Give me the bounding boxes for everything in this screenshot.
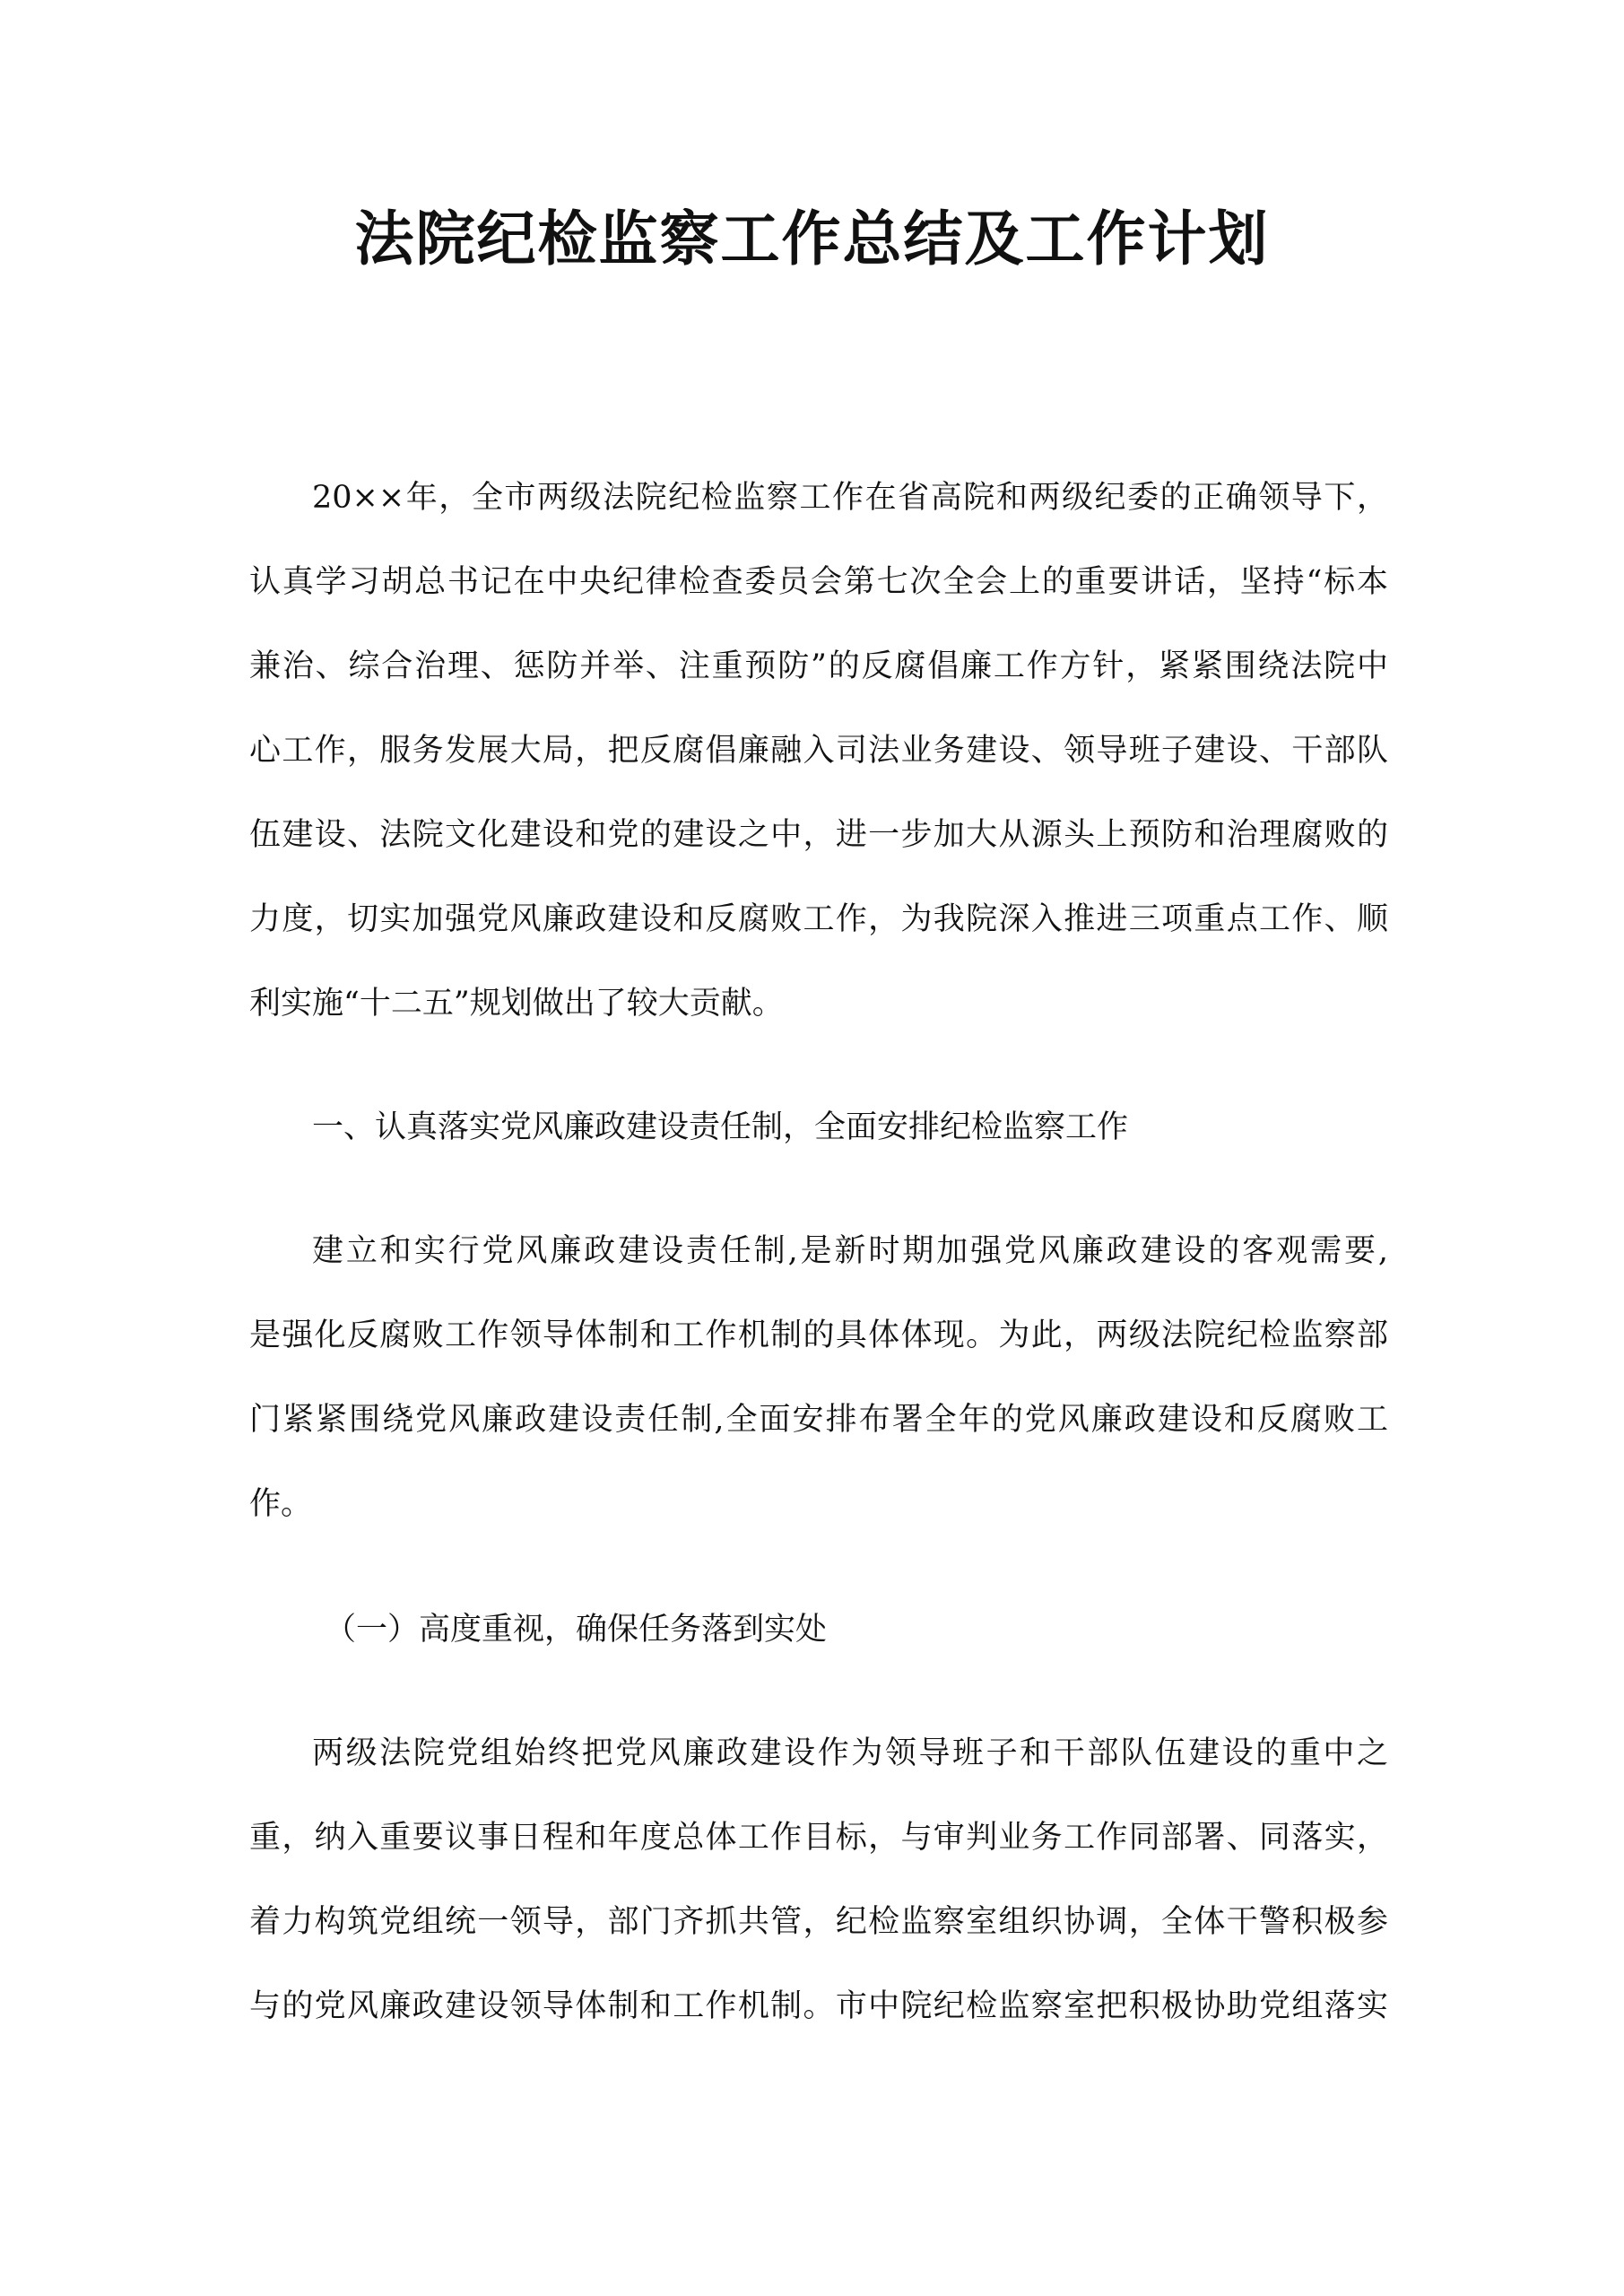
paragraph-3-line-4: 与的党风廉政建设领导体制和工作机制。市中院纪检监察室把积极协助党组落实 xyxy=(249,1988,1388,2024)
paragraph-3-line-2: 重，纳入重要议事日程和年度总体工作目标，与审判业务工作同部署、同落实， xyxy=(249,1820,1388,1856)
paragraph-1-line-7: 利实施“十二五”规划做出了较大贡献。 xyxy=(249,986,784,1022)
paragraph-1-line-2: 认真学习胡总书记在中央纪律检查委员会第七次全会上的重要讲话，坚持“标本 xyxy=(249,564,1388,600)
paragraph-2-line-3: 门紧紧围绕党风廉政建设责任制,全面安排布署全年的党风廉政建设和反腐败工 xyxy=(249,1402,1388,1438)
subsection-heading-1: （一）高度重视，确保任务落到实处 xyxy=(325,1612,828,1648)
paragraph-1-line-3: 兼治、综合治理、惩防并举、注重预防”的反腐倡廉工作方针，紧紧围绕法院中 xyxy=(249,648,1388,684)
paragraph-1-line-5: 伍建设、法院文化建设和党的建设之中，进一步加大从源头上预防和治理腐败的 xyxy=(249,817,1388,853)
paragraph-1-line-1: 20××年，全市两级法院纪检监察工作在省高院和两级纪委的正确领导下， xyxy=(312,480,1388,516)
paragraph-2-line-1: 建立和实行党风廉政建设责任制,是新时期加强党风廉政建设的客观需要, xyxy=(312,1233,1388,1269)
paragraph-1-line-6: 力度，切实加强党风廉政建设和反腐败工作，为我院深入推进三项重点工作、顺 xyxy=(249,901,1388,937)
section-heading-1: 一、认真落实党风廉政建设责任制，全面安排纪检监察工作 xyxy=(312,1109,1129,1145)
document-title: 法院纪检监察工作总结及工作计划 xyxy=(354,204,1270,274)
paragraph-1-line-4: 心工作，服务发展大局，把反腐倡廉融入司法业务建设、领导班子建设、干部队 xyxy=(249,733,1388,769)
paragraph-3-line-1: 两级法院党组始终把党风廉政建设作为领导班子和干部队伍建设的重中之 xyxy=(312,1735,1388,1771)
paragraph-3-line-3: 着力构筑党组统一领导，部门齐抓共管，纪检监察室组织协调，全体干警积极参 xyxy=(249,1904,1388,1940)
paragraph-2-line-4: 作。 xyxy=(249,1486,313,1522)
paragraph-2-line-2: 是强化反腐败工作领导体制和工作机制的具体体现。为此，两级法院纪检监察部 xyxy=(249,1318,1388,1353)
